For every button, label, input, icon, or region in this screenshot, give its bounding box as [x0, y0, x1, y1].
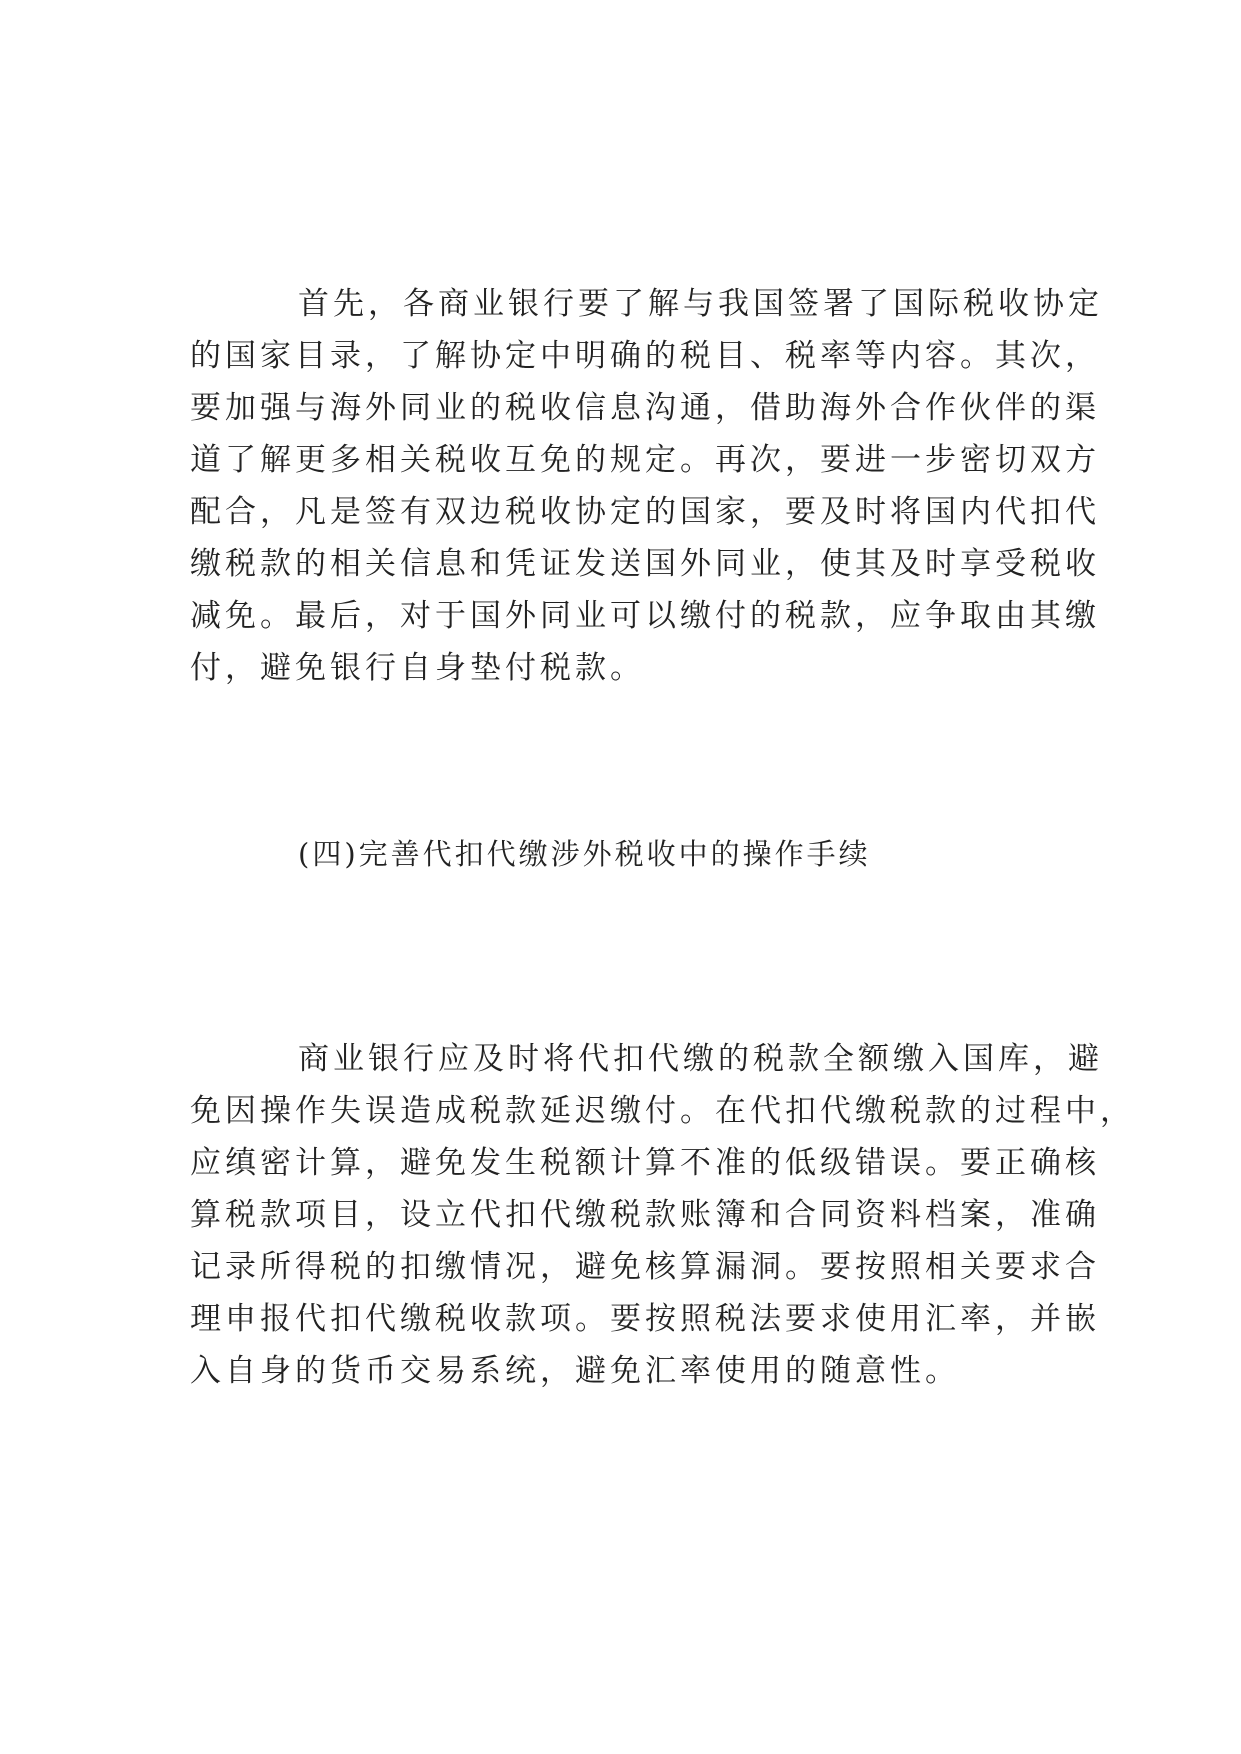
- paragraph-line: 减免。最后，对于国外同业可以缴付的税款，应争取由其缴: [190, 598, 1100, 634]
- paragraph-line: 配合，凡是签有双边税收协定的国家，要及时将国内代扣代: [190, 494, 1100, 530]
- paragraph-line: 理申报代扣代缴税收款项。要按照税法要求使用汇率，并嵌: [190, 1301, 1100, 1337]
- paragraph-2: [190, 1033, 1135, 1397]
- paragraph-line: 要加强与海外同业的税收信息沟通，借助海外合作伙伴的渠: [190, 390, 1100, 426]
- section-heading: [190, 828, 1050, 880]
- paragraph-line: 免因操作失误造成税款延迟缴付。在代扣代缴税款的过程中，: [190, 1093, 1135, 1129]
- paragraph-line: 记录所得税的扣缴情况，避免核算漏洞。要按照相关要求合: [190, 1249, 1100, 1285]
- paragraph-line: 缴税款的相关信息和凭证发送国外同业，使其及时享受税收: [190, 546, 1100, 582]
- paragraph-line: 的国家目录，了解协定中明确的税目、税率等内容。其次，: [190, 338, 1100, 374]
- paragraph-line: 算税款项目，设立代扣代缴税款账簿和合同资料档案，准确: [190, 1197, 1100, 1233]
- paragraph-line: 应缜密计算，避免发生税额计算不准的低级错误。要正确核: [190, 1145, 1100, 1181]
- paragraph-line: 商业银行应及时将代扣代缴的税款全额缴入国库，避: [298, 1041, 1103, 1077]
- paragraph-line: 入自身的货币交易系统，避免汇率使用的随意性。: [190, 1353, 960, 1389]
- paragraph-1: [190, 278, 1103, 694]
- section-heading-text: (四)完善代扣代缴涉外税收中的操作手续: [298, 837, 871, 871]
- paragraph-line: 付，避免银行自身垫付税款。: [190, 650, 645, 686]
- paragraph-line: 首先，各商业银行要了解与我国签署了国际税收协定: [298, 286, 1103, 322]
- paragraph-line: 道了解更多相关税收互免的规定。再次，要进一步密切双方: [190, 442, 1100, 478]
